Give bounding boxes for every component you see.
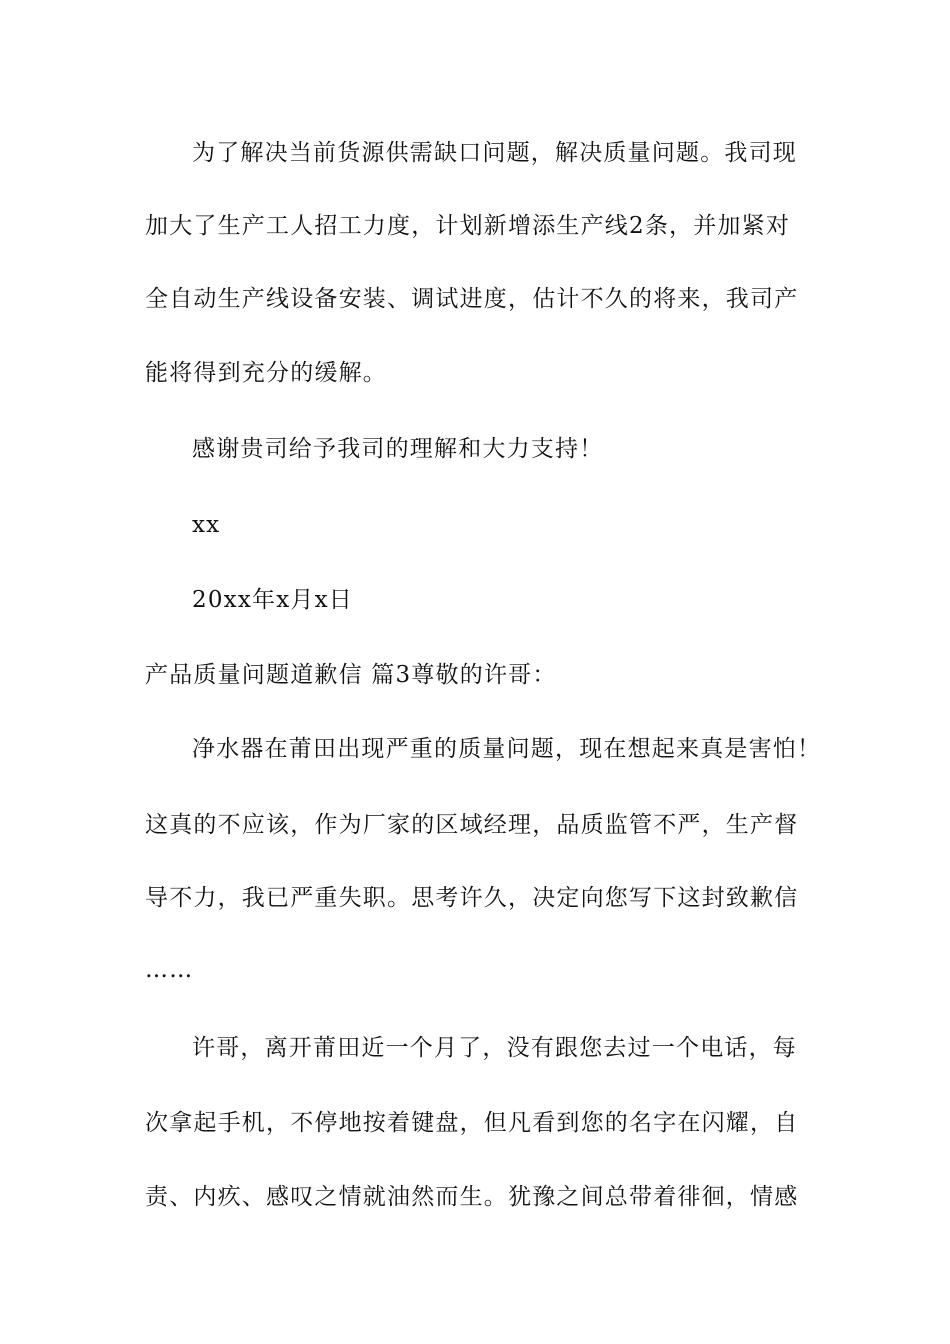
- date-line: 20xx年x月x日: [192, 587, 353, 613]
- thanks-line: 感谢贵司给予我司的理解和大力支持！: [192, 436, 604, 462]
- ellipsis-line: ……: [145, 957, 194, 983]
- letter-paragraph-2-line-3: 责、内疚、感叹之情就油然而生。犹豫之间总带着徘徊，情感: [145, 1184, 799, 1210]
- paragraph-line-1: 为了解决当前货源供需缺口问题，解决质量问题。我司现: [192, 140, 797, 166]
- section-heading-line: 产品质量问题道歉信 篇3尊敬的许哥：: [145, 662, 557, 688]
- paragraph-line-4: 能将得到充分的缓解。: [145, 360, 387, 386]
- paragraph-line-3: 全自动生产线设备安装、调试进度，估计不久的将来，我司产: [145, 286, 799, 312]
- letter-paragraph-2-line-2: 次拿起手机，不停地按着键盘，但凡看到您的名字在闪耀，自: [145, 1110, 799, 1136]
- paragraph-line-2: 加大了生产工人招工力度，计划新增添生产线2条，并加紧对: [145, 213, 791, 239]
- signature-line: xx: [192, 512, 221, 538]
- letter-paragraph-line-2: 这真的不应该，作为厂家的区域经理，品质监管不严，生产督: [145, 812, 799, 838]
- letter-paragraph-2-line-1: 许哥，离开莆田近一个月了，没有跟您去过一个电话，每: [192, 1035, 797, 1061]
- letter-paragraph-line-1: 净水器在莆田出现严重的质量问题，现在想起来真是害怕！: [192, 736, 822, 762]
- letter-paragraph-line-3: 导不力，我已严重失职。思考许久，决定向您写下这封致歉信: [145, 885, 799, 911]
